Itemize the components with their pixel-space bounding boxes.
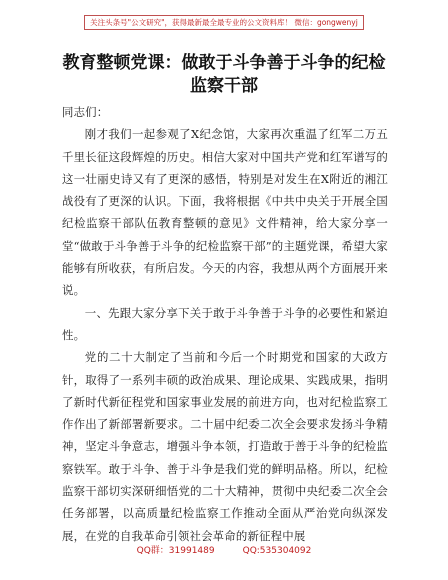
- footer-contact: [0, 543, 448, 556]
- footer-qq: QQ:535304092: [242, 546, 312, 556]
- section-heading: 一、先跟大家分享下关于敢于斗争善于斗争的必要性和紧迫性。: [62, 305, 388, 342]
- document-body: [62, 101, 388, 547]
- footer-qq-group: QQ群：31991489: [136, 546, 215, 556]
- salutation: 同志们：: [62, 105, 109, 119]
- promo-banner-text: 关注头条号"公文研究"，获得最新最全最专业的公文资料库！ 微信：gongwenyj: [84, 15, 364, 30]
- promo-banner: [0, 10, 448, 30]
- body-paragraph: 刚才我们一起参观了X纪念馆，大家再次重温了红军二万五千里长征这段辉煌的历史。相信大家对中国共产党和红军谱写的这一壮丽史诗又有了更深的感悟，特别是对发生在X附近的湘江战役有了更深的认识。下面，我将根据《中共中央关于开展全国纪检监察干部队伍教育整顿的意见》文件精神，给大家分享一堂“做敢于斗争善于斗争的纪检监察干部”的主题党课，希望大家能够有所收获，有所启发。今天的内容，我想从两个方面展开来说。: [62, 127, 388, 298]
- document-title: 教育整顿党课：做敢于斗争善于斗争的纪检监察干部: [62, 53, 386, 96]
- body-paragraph: 党的二十大制定了当前和今后一个时期党和国家的大政方针，取得了一系列丰硕的政治成果、理论成果、实践成果，指明了新时代新征程党和国家事业发展的前进方向，也对纪检监察工作作出了新部署新要求。二十届中纪委二次全会要求发扬斗争精神，坚定斗争意志，增强斗争本领，打造敢于善于斗争的纪检监察铁军。敢于斗争、善于斗争是我们党的鲜明品格。所以，纪检监察干部切实深研细悟党的二十大精神，贯彻中央纪委二次全会任务部署，以高质量纪检监察工作推动全面从严治党向纵深发展，在党的自我革命引领社会革命的新征程中展: [62, 350, 388, 543]
